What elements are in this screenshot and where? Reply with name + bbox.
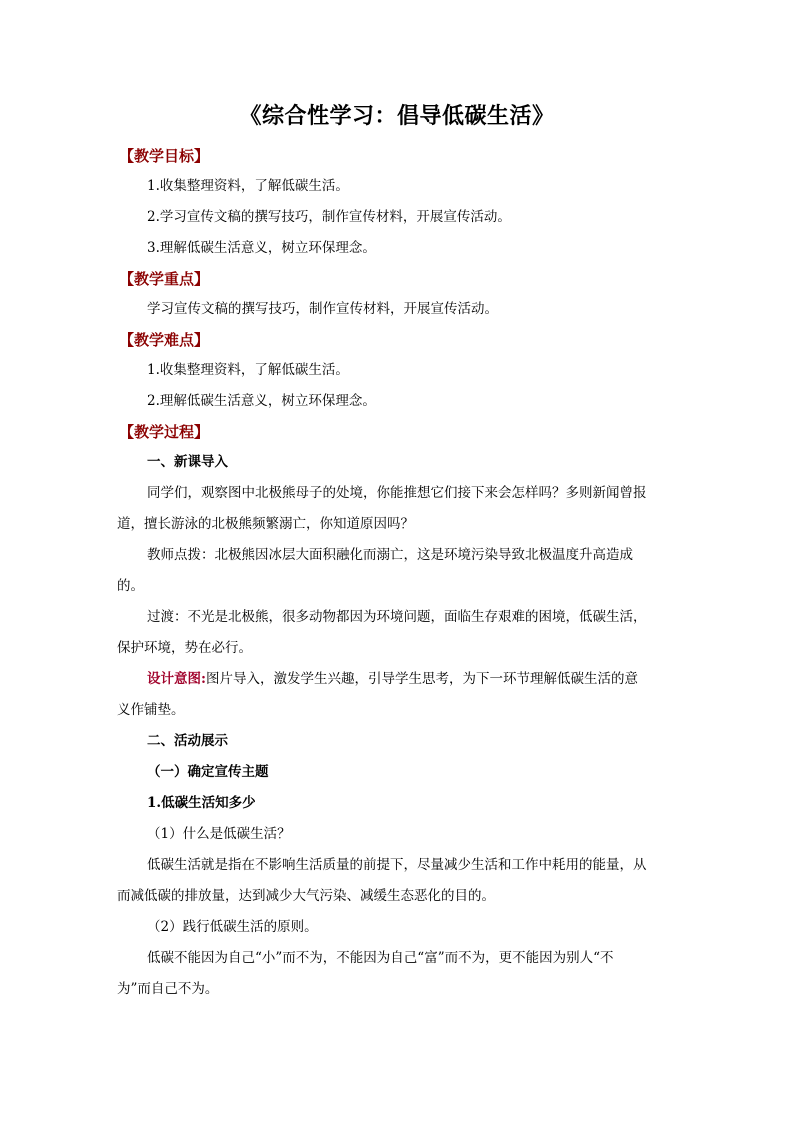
transition-line1: 过渡：不光是北极熊，很多动物都因为环境问题，面临生存艰难的困境，低碳生活， <box>147 609 647 625</box>
heading-teaching-process: 【教学过程】 <box>119 423 210 441</box>
goal-item-3: 3.理解低碳生活意义，树立环保理念。 <box>147 240 376 256</box>
design-intent-line1 <box>117 664 677 695</box>
difficulty-item-1: 1.收集整理资料，了解低碳生活。 <box>147 362 349 378</box>
sub1-item1-title: 1.低碳生活知多少 <box>147 795 256 811</box>
intro-paragraph-line2: 道，擅长游泳的北极熊频繁溺亡，你知道原因吗？ <box>117 516 414 532</box>
question-1: （1）什么是低碳生活？ <box>147 826 291 842</box>
focus-text: 学习宣传文稿的撰写技巧，制作宣传材料，开展宣传活动。 <box>147 301 498 317</box>
part2-title: 二、活动展示 <box>147 733 228 749</box>
difficulty-item-2: 2.理解低碳生活意义，树立环保理念。 <box>147 393 376 409</box>
heading-teaching-goals: 【教学目标】 <box>119 147 210 165</box>
transition-line2: 保护环境，势在必行。 <box>117 640 252 656</box>
teacher-guidance-line2: 的。 <box>117 578 144 594</box>
answer-1-line2: 而减低碳的排放量，达到减少大气污染、减缓生态恶化的目的。 <box>117 888 495 904</box>
goal-item-1: 1.收集整理资料，了解低碳生活。 <box>147 178 349 194</box>
part1-title: 一、新课导入 <box>147 454 228 470</box>
heading-teaching-focus: 【教学重点】 <box>119 270 210 288</box>
intro-paragraph-line1: 同学们，观察图中北极熊母子的处境，你能推想它们接下来会怎样吗？多则新闻曾报 <box>147 485 647 501</box>
design-intent-text: 图片导入，激发学生兴趣，引导学生思考，为下一环节理解低碳生活的意 <box>205 671 638 687</box>
question-2: （2）践行低碳生活的原则。 <box>147 919 318 935</box>
goal-item-2: 2.学习宣传文稿的撰写技巧，制作宣传材料，开展宣传活动。 <box>147 209 511 225</box>
sub1-title: （一）确定宣传主题 <box>147 764 269 780</box>
answer-1-line1: 低碳生活就是指在不影响生活质量的前提下，尽量减少生活和工作中耗用的能量，从 <box>147 857 647 873</box>
design-intent-label: 设计意图: <box>147 671 206 687</box>
answer-2-line1: 低碳不能因为自己“小”而不为，不能因为自己“富”而不为，更不能因为别人“不 <box>147 950 614 966</box>
answer-2-line2: 为”而自己不为。 <box>117 981 219 997</box>
design-intent-line2: 义作铺垫。 <box>117 702 185 718</box>
document-title: 《综合性学习：倡导低碳生活》 <box>239 103 555 129</box>
teacher-guidance-line1: 教师点拨：北极熊因冰层大面积融化而溺亡，这是环境污染导致北极温度升高造成 <box>147 547 633 563</box>
heading-teaching-difficulty: 【教学难点】 <box>119 331 210 349</box>
document-body <box>117 141 677 1005</box>
